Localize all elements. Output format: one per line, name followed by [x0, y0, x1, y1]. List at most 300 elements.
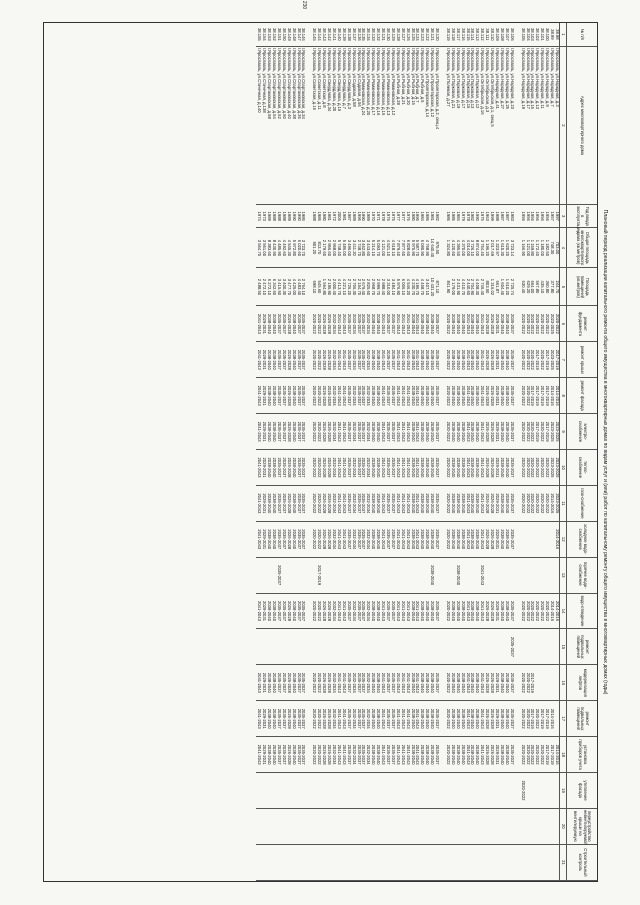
table-cell: 2017-2019	[530, 701, 535, 737]
table-body	[256, 23, 559, 881]
table-cell: 2017-2019	[544, 342, 549, 378]
table-cell: г.Ярославль, ул.Полевая, д.27	[445, 46, 450, 204]
table-cell	[296, 557, 301, 593]
table-cell: 2041-2043	[405, 414, 410, 450]
table-cell: 244.70	[554, 268, 559, 306]
table-cell	[539, 773, 544, 809]
table-cell	[455, 844, 460, 880]
table-cell: 2035-2037	[281, 737, 286, 773]
table-cell: 360.80	[544, 268, 549, 306]
table-cell: 2038-2040	[375, 414, 380, 450]
column-number: 10	[560, 450, 567, 486]
table-cell: 2032-2034	[331, 450, 336, 486]
table-cell: г.Ярославль, ул.Октябрьская, д.3	[484, 46, 489, 204]
table-cell: 2035-2037	[361, 521, 366, 557]
table-cell: 38.128	[395, 23, 400, 46]
table-cell: 2041-2043	[395, 521, 400, 557]
table-cell	[385, 557, 390, 593]
table-cell: 2038-2040	[429, 306, 434, 342]
table-cell: 2035-2037	[390, 737, 395, 773]
table-cell: 38.125	[410, 23, 415, 46]
table-cell: г.Ярославль, ул.Народная, д.19	[520, 46, 525, 204]
table-cell: 2038-2040	[429, 737, 434, 773]
table-cell	[256, 808, 261, 844]
table-cell	[286, 557, 291, 593]
table-cell: 2041-2043	[256, 306, 261, 342]
table-cell: 1957	[549, 205, 554, 228]
table-cell: 2041-2043	[341, 450, 346, 486]
table-cell	[291, 808, 296, 844]
table-cell: 2017-2019	[539, 378, 544, 414]
table-cell: 2041-2043	[256, 378, 261, 414]
table-cell	[286, 629, 291, 665]
table-cell: 1981	[341, 205, 346, 228]
table-cell	[419, 629, 424, 665]
table-cell: 2041-2043	[479, 737, 484, 773]
table-cell	[316, 629, 321, 665]
table-cell	[539, 665, 544, 701]
table-cell: 2041-2043	[400, 485, 405, 521]
table-cell: 38.142	[326, 23, 331, 46]
table-cell: 2041-2043	[415, 450, 420, 486]
table-cell: 4 458.70	[419, 268, 424, 306]
column-number: 19	[560, 773, 567, 809]
table-cell: 2020-2022	[525, 485, 530, 521]
table-cell: 10 431.20	[429, 268, 434, 306]
table-cell: 2023-2025	[554, 450, 559, 486]
table-cell: 2038-2040	[460, 450, 465, 486]
table-cell	[326, 557, 331, 593]
table-cell: 2 000.40	[331, 268, 336, 306]
table-cell: 2035-2037	[346, 701, 351, 737]
table-cell: 38.116	[460, 23, 465, 46]
table-cell: 2041-2043	[465, 450, 470, 486]
table-cell: 1956	[534, 205, 539, 228]
table-cell: 2032-2034	[365, 414, 370, 450]
table-cell: 2 748.70	[356, 228, 361, 268]
table-cell	[351, 773, 356, 809]
table-cell: 2041-2043	[465, 737, 470, 773]
table-header	[560, 23, 598, 881]
table-cell: 4 546.20	[405, 268, 410, 306]
table-cell: 2041-2043	[336, 306, 341, 342]
column-header: водо-отведение	[567, 593, 598, 629]
table-cell: г.Ярославль, ул.Парковая, д.21	[450, 46, 455, 204]
table-cell	[534, 557, 539, 593]
table-cell	[470, 773, 475, 809]
table-cell: 2020-2022	[312, 701, 317, 737]
table-cell: 2020-2022	[445, 737, 450, 773]
table-cell: 2032-2034	[365, 485, 370, 521]
column-number: 6	[560, 306, 567, 342]
table-cell: 2020-2022	[534, 450, 539, 486]
table-cell: 2041-2043	[415, 593, 420, 629]
table-cell: 1982	[434, 205, 439, 228]
table-cell: 2038-2040	[424, 450, 429, 486]
table-cell: 2041-2043	[479, 557, 484, 593]
table-cell: 2020-2022	[525, 701, 530, 737]
table-cell: 2038-2040	[410, 665, 415, 701]
table-cell: 2038-2040	[504, 737, 509, 773]
table-cell: 2035-2037	[301, 342, 306, 378]
table-cell: 2041-2043	[405, 342, 410, 378]
table-cell: 2035-2037	[356, 342, 361, 378]
table-cell: г.Ярославль, ул.Свердлова, д.7	[341, 46, 346, 204]
table-cell: 5 214.10	[370, 228, 375, 268]
table-cell: 2032-2034	[365, 306, 370, 342]
table-cell: 2035-2037	[346, 342, 351, 378]
column-header: утепление фасада	[567, 773, 598, 809]
table-cell: 2038-2040	[424, 737, 429, 773]
table-cell	[525, 629, 530, 665]
table-cell	[554, 844, 559, 880]
table-cell: 1977	[395, 205, 400, 228]
table-cell: 2041-2043	[465, 593, 470, 629]
table-cell: г.Ярославль, ул.Народная, д.23	[509, 46, 514, 204]
table-cell: 2038-2040	[499, 593, 504, 629]
table-cell: 2032-2034	[331, 306, 336, 342]
table-cell: 2041-2043	[479, 593, 484, 629]
table-cell: 3 496.00	[346, 228, 351, 268]
schedule-table	[256, 23, 597, 881]
table-cell: 1 182.50	[544, 228, 549, 268]
table-cell: 2041-2043	[479, 414, 484, 450]
table-cell: 2038-2040	[419, 737, 424, 773]
table-cell	[489, 808, 494, 844]
table-cell	[336, 808, 341, 844]
table-cell	[341, 773, 346, 809]
table-cell	[445, 808, 450, 844]
table-cell	[341, 629, 346, 665]
table-cell	[301, 629, 306, 665]
table-cell: 2038-2040	[455, 521, 460, 557]
table-cell: 2038-2040	[475, 342, 480, 378]
table-cell	[419, 773, 424, 809]
table-cell: 2038-2040	[475, 485, 480, 521]
table-cell: 2041-2043	[400, 378, 405, 414]
table-cell: 2020-2022	[312, 593, 317, 629]
table-cell	[266, 557, 271, 593]
table-cell	[341, 808, 346, 844]
table-cell: 1975	[390, 205, 395, 228]
table-cell	[544, 557, 549, 593]
table-cell: 2038-2040	[424, 593, 429, 629]
table-cell: 2035-2037	[509, 593, 514, 629]
table-cell: 2 195.90	[326, 268, 331, 306]
table-cell	[256, 773, 261, 809]
table-cell: 2038-2040	[410, 521, 415, 557]
table-cell: 1989	[351, 205, 356, 228]
table-cell: 2035-2037	[276, 378, 281, 414]
table-cell: 2035-2037	[276, 342, 281, 378]
table-cell: 2032-2034	[351, 593, 356, 629]
table-cell	[434, 844, 439, 880]
table-cell	[494, 808, 499, 844]
table-cell	[450, 773, 455, 809]
table-cell	[475, 808, 480, 844]
table-cell	[405, 773, 410, 809]
table-cell: 2026-2028	[489, 450, 494, 486]
table-cell: 2035-2037	[281, 665, 286, 701]
table-cell: 2038-2040	[475, 665, 480, 701]
table-cell: 3 723.70	[301, 228, 306, 268]
table-cell: 2017-2019	[549, 737, 554, 773]
table-row	[539, 23, 544, 881]
table-cell	[494, 557, 499, 593]
table-cell: 2035-2037	[390, 342, 395, 378]
table-cell	[504, 808, 509, 844]
table-cell	[470, 844, 475, 880]
table-cell: 2035-2037	[346, 665, 351, 701]
table-cell	[484, 773, 489, 809]
table-cell: 38.144	[316, 23, 321, 46]
table-cell: 2026-2028	[321, 521, 326, 557]
table-cell: 2041-2043	[415, 485, 420, 521]
table-cell	[539, 521, 544, 557]
column-number: 15	[560, 629, 567, 665]
table-cell: 2041-2043	[256, 593, 261, 629]
table-cell: 2041-2043	[415, 378, 420, 414]
table-cell	[326, 844, 331, 880]
table-cell: 4 395.50	[455, 228, 460, 268]
table-cell: 2029-2031	[494, 342, 499, 378]
table-cell: 2038-2040	[291, 737, 296, 773]
table-cell: 38.154	[261, 23, 266, 46]
table-cell: 2035-2037	[296, 414, 301, 450]
table-cell	[530, 808, 535, 844]
table-cell	[291, 557, 296, 593]
table-cell	[534, 521, 539, 557]
table-cell	[351, 844, 356, 880]
table-row	[419, 23, 424, 881]
table-cell: 1986	[301, 205, 306, 228]
table-cell: 2041-2043	[380, 450, 385, 486]
table-cell: 2014-2016	[549, 701, 554, 737]
table-cell	[380, 629, 385, 665]
table-cell: 2020-2022	[445, 306, 450, 342]
table-cell: 2 440.60	[465, 268, 470, 306]
table-cell	[380, 844, 385, 880]
table-cell: 2041-2043	[341, 414, 346, 450]
table-cell: 2035-2037	[296, 701, 301, 737]
table-row	[365, 23, 370, 881]
table-cell: 2032-2034	[365, 450, 370, 486]
table-cell: 2038-2040	[370, 378, 375, 414]
table-cell: 3 484.10	[390, 268, 395, 306]
table-cell: 5 093.70	[375, 228, 380, 268]
table-cell: 2035-2037	[385, 665, 390, 701]
table-cell: 2020-2022	[445, 593, 450, 629]
table-cell	[326, 629, 331, 665]
table-cell	[549, 665, 554, 701]
table-cell	[261, 629, 266, 665]
table-cell	[460, 629, 465, 665]
table-cell: 2041-2043	[341, 701, 346, 737]
table-cell: 2032-2034	[331, 485, 336, 521]
table-cell: 7 877.60	[400, 228, 405, 268]
table-cell: 2023-2025	[549, 450, 554, 486]
table-cell: 2032-2034	[365, 378, 370, 414]
table-row	[256, 23, 261, 881]
table-cell	[489, 773, 494, 809]
table-cell: 2041-2043	[465, 521, 470, 557]
table-cell: г.Ярославль, ул.Парковая, д.19	[455, 46, 460, 204]
table-cell	[400, 808, 405, 844]
table-cell: 2 431.90	[455, 268, 460, 306]
table-cell: 2038-2040	[460, 485, 465, 521]
column-header: установка приборов учета	[567, 737, 598, 773]
table-cell: 2041-2043	[415, 665, 420, 701]
table-cell: 2038-2040	[410, 593, 415, 629]
table-cell: 1978	[380, 205, 385, 228]
table-cell: 3 462.80	[361, 228, 366, 268]
table-cell: 38.98	[554, 23, 559, 46]
table-cell: 1981	[429, 205, 434, 228]
table-cell: 2035-2037	[296, 450, 301, 486]
table-cell	[549, 844, 554, 880]
table-cell: 2035-2037	[276, 450, 281, 486]
table-cell: 2020-2022	[534, 593, 539, 629]
table-cell: 2014-2016	[549, 593, 554, 629]
table-cell: 1 604.40	[499, 268, 504, 306]
table-cell: 2026-2028	[326, 342, 331, 378]
table-cell: 2020-2022	[530, 450, 535, 486]
table-cell: 38.129	[390, 23, 395, 46]
table-cell: 38.122	[424, 23, 429, 46]
table-cell: 2038-2040	[419, 378, 424, 414]
table-cell: 2020-2022	[316, 306, 321, 342]
table-cell: 2038-2040	[424, 378, 429, 414]
table-cell: 2041-2043	[341, 521, 346, 557]
column-number: 20	[560, 808, 567, 844]
column-number: 2	[560, 46, 567, 204]
table-cell	[450, 629, 455, 665]
table-cell	[429, 773, 434, 809]
table-cell: 1984	[455, 205, 460, 228]
table-cell: 2026-2028	[326, 701, 331, 737]
table-cell: 2041-2043	[395, 342, 400, 378]
table-cell: 2026-2028	[286, 414, 291, 450]
table-cell: 38.101	[539, 23, 544, 46]
table-cell	[520, 557, 525, 593]
table-cell	[256, 557, 261, 593]
table-cell: 2041-2043	[400, 701, 405, 737]
table-cell: 2041-2043	[465, 665, 470, 701]
table-cell: 2020-2022	[445, 342, 450, 378]
table-cell: 2041-2043	[341, 378, 346, 414]
table-cell	[291, 629, 296, 665]
table-cell: 1990	[296, 205, 301, 228]
table-row	[484, 23, 489, 881]
table-cell	[554, 808, 559, 844]
table-cell	[429, 844, 434, 880]
table-cell	[346, 629, 351, 665]
table-cell	[395, 773, 400, 809]
table-cell: 1990	[475, 205, 480, 228]
table-cell: 2038-2040	[470, 593, 475, 629]
table-cell: 2038-2040	[499, 378, 504, 414]
table-cell: 2 746.40	[479, 268, 484, 306]
table-cell: 2041-2043	[380, 342, 385, 378]
table-cell: г.Ярославль, ул.Спартаковская, д.36	[296, 46, 301, 204]
table-cell: 1956	[525, 205, 530, 228]
table-cell: 2020-2022	[525, 737, 530, 773]
table-cell: 2029-2031	[261, 485, 266, 521]
table-cell: 2041-2043	[256, 521, 261, 557]
table-cell: г.Ярославль, ул.Романовская, д.12	[390, 46, 395, 204]
table-cell: 2035-2037	[385, 737, 390, 773]
table-cell: 38.152	[271, 23, 276, 46]
table-cell: 2038-2040	[450, 521, 455, 557]
table-cell: 2038-2040	[266, 485, 271, 521]
table-cell	[410, 773, 415, 809]
table-cell	[400, 844, 405, 880]
table-cell: 2041-2043	[400, 306, 405, 342]
table-cell: 1988	[494, 205, 499, 228]
table-cell: 2032-2034	[351, 665, 356, 701]
table-cell: 1 180.00	[539, 228, 544, 268]
table-cell: 2017-2019	[544, 701, 549, 737]
table-cell: 2026-2028	[484, 342, 489, 378]
table-cell: 2035-2037	[281, 521, 286, 557]
table-cell: 2041-2043	[400, 450, 405, 486]
table-cell: 2035-2037	[301, 450, 306, 486]
table-cell: 3 443.60	[365, 228, 370, 268]
table-cell: 2 999.70	[375, 268, 380, 306]
table-cell	[534, 808, 539, 844]
table-cell: 2038-2040	[450, 306, 455, 342]
table-cell	[554, 629, 559, 665]
table-cell: г.Ярославль, ул.Парковая, д.15	[465, 46, 470, 204]
table-cell	[525, 557, 530, 593]
table-cell	[434, 629, 439, 665]
table-cell: 2035-2037	[356, 521, 361, 557]
table-cell: 2041-2043	[341, 665, 346, 701]
table-cell: 2014-2016	[549, 378, 554, 414]
table-cell: 1971	[375, 205, 380, 228]
table-cell: 5 587.70	[415, 228, 420, 268]
table-cell: 2020-2022	[520, 306, 525, 342]
table-cell: 2020-2022	[554, 306, 559, 342]
table-cell: 2020-2022	[316, 414, 321, 450]
table-cell: 1985	[450, 205, 455, 228]
table-cell: 2038-2040	[375, 665, 380, 701]
table-cell: 1981	[326, 205, 331, 228]
table-cell: 2017-2019	[544, 737, 549, 773]
table-cell: 2041-2043	[405, 593, 410, 629]
table-cell: 2035-2037	[346, 485, 351, 521]
table-cell: 8 383.60	[266, 228, 271, 268]
table-cell: 2041-2043	[380, 701, 385, 737]
table-cell: 2041-2043	[380, 306, 385, 342]
table-cell: 2038-2040	[499, 485, 504, 521]
table-cell: 2029-2031	[494, 306, 499, 342]
table-cell	[316, 773, 321, 809]
table-cell	[361, 773, 366, 809]
table-cell: 2035-2037	[390, 521, 395, 557]
table-cell: 2 472.10	[261, 268, 266, 306]
table-cell: 2041-2043	[479, 306, 484, 342]
table-cell	[301, 844, 306, 880]
column-header: ремонт фасада	[567, 378, 598, 414]
table-cell: 2 488.50	[256, 268, 261, 306]
column-header: Площадь помещений (кв.метров)	[567, 268, 598, 306]
table-cell: 38.107	[504, 23, 509, 46]
table-cell	[445, 844, 450, 880]
table-cell: 1974	[256, 205, 261, 228]
table-cell: г.Ярославль, ул.Народная, д.25	[504, 46, 509, 204]
table-cell	[296, 773, 301, 809]
